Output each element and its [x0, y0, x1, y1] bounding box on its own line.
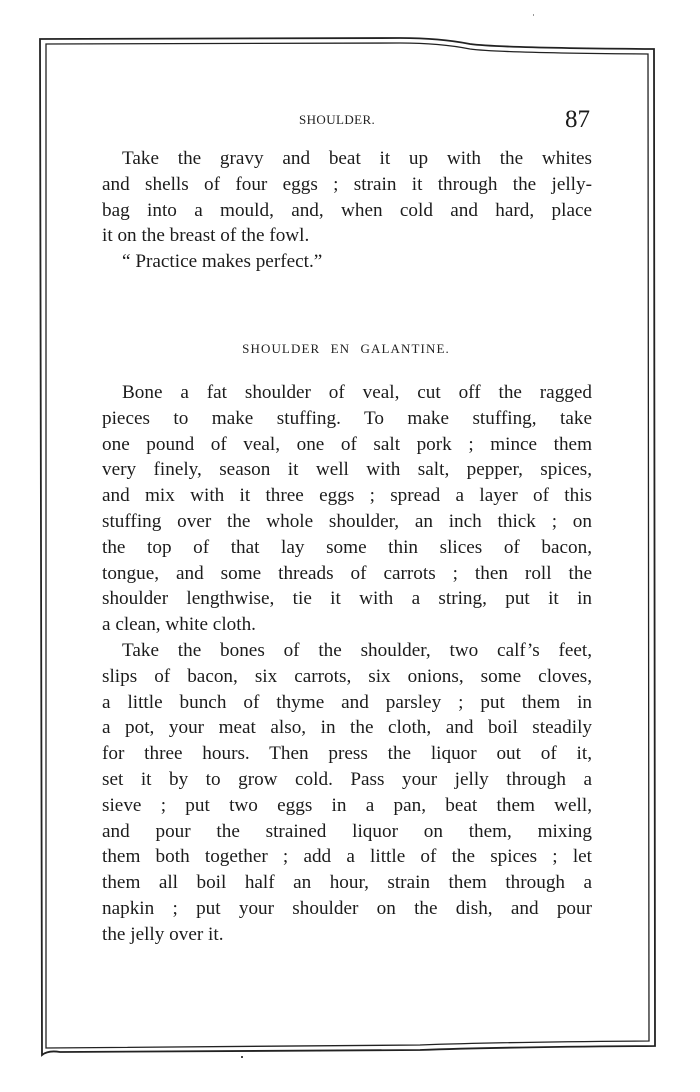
text-line: one pound of veal, one of salt pork ; mince them: [102, 433, 592, 455]
recipe-body: [102, 380, 592, 948]
text-line: Bone a fat shoulder of veal, cut off the ragged: [122, 382, 592, 403]
text-line: stuffing over the whole shoulder, an inch thick ; on: [102, 510, 592, 532]
text-line: a little bunch of thyme and parsley ; put them in: [102, 691, 592, 713]
print-speck: [533, 14, 534, 16]
text-line: the top of that lay some thin slices of bacon,: [102, 536, 592, 558]
text-line: and shells of four eggs ; strain it through the jelly-: [102, 173, 592, 195]
text-line: the jelly over it.: [102, 923, 224, 945]
text-line: a pot, your meat also, in the cloth, and boil steadily: [102, 717, 592, 739]
text-line: sieve ; put two eggs in a pan, beat them well,: [102, 794, 592, 816]
section-heading: [0, 341, 700, 357]
text-line: tongue, and some threads of carrots ; then roll the: [102, 562, 592, 584]
running-head: [0, 106, 700, 136]
text-line: it on the breast of the fowl.: [102, 225, 310, 247]
intro-paragraph: [102, 146, 592, 275]
text-line: pieces to make stuffing. To make stuffing, take: [102, 407, 592, 429]
recipe-paragraph-2: [102, 638, 592, 948]
recipe-paragraph-1: [102, 380, 592, 638]
text-line: them all boil half an hour, strain them through a: [102, 872, 592, 894]
text-line: very finely, season it well with salt, pepper, spices,: [102, 459, 592, 481]
text-line: slips of bacon, six carrots, six onions, some cloves,: [102, 665, 592, 687]
text-line: Take the gravy and beat it up with the whites: [122, 148, 592, 169]
text-line: shoulder lengthwise, tie it with a string, put it in: [102, 588, 592, 610]
text-line: for three hours. Then press the liquor out of it,: [102, 743, 592, 765]
text-line: and mix with it three eggs ; spread a layer of this: [102, 485, 592, 507]
quote-line: “ Practice makes perfect.”: [122, 251, 323, 273]
text-line: Take the bones of the shoulder, two calf’s feet,: [122, 639, 592, 661]
text-line: bag into a mould, and, when cold and hard, place: [102, 199, 592, 221]
text-line: and pour the strained liquor on them, mixing: [102, 820, 592, 842]
print-speck: [241, 1056, 243, 1058]
text-line: them both together ; add a little of the spices ; let: [102, 846, 592, 868]
text-line: napkin ; put your shoulder on the dish, and pour: [102, 897, 592, 919]
text-line: a clean, white cloth.: [102, 614, 256, 636]
section-heading-text: SHOULDER EN GALANTINE.: [242, 341, 450, 356]
running-title: SHOULDER.: [299, 112, 376, 127]
text-line: set it by to grow cold. Pass your jelly through a: [102, 768, 592, 790]
page-number: 87: [565, 106, 590, 133]
